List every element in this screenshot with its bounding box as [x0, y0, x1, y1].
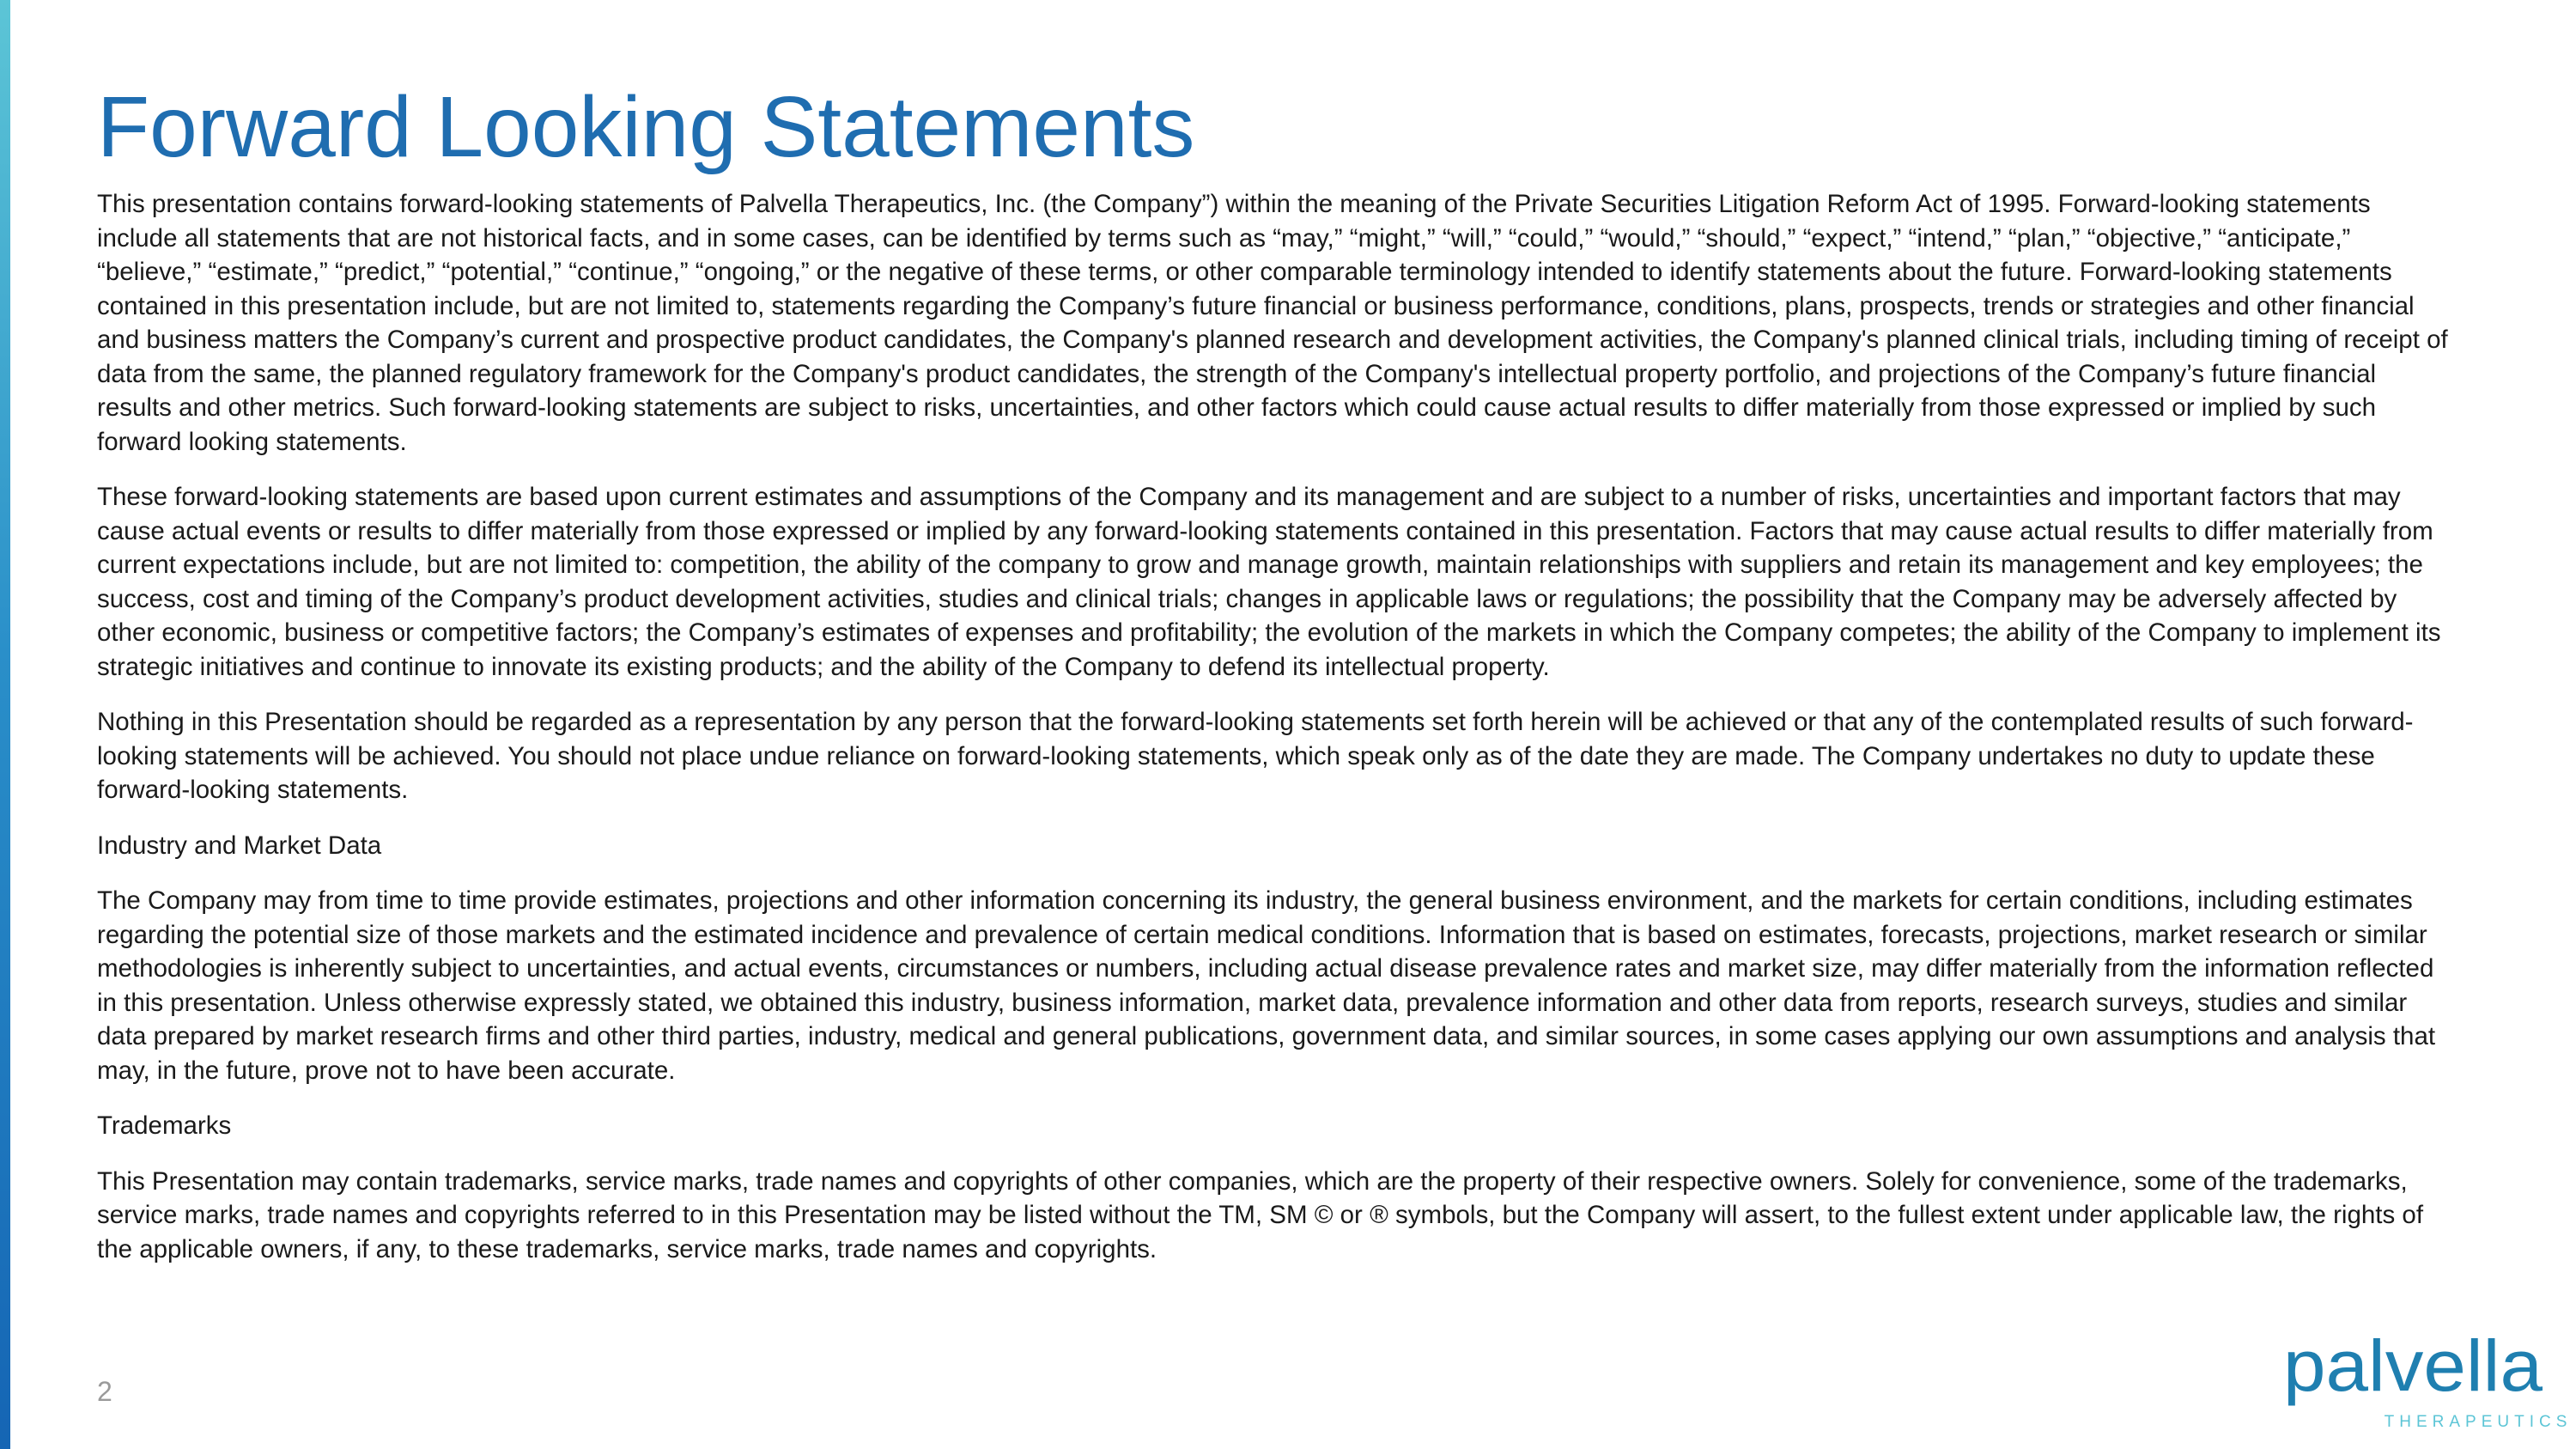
page-title: Forward Looking Statements	[97, 79, 1195, 175]
paragraph-no-representation: Nothing in this Presentation should be regarded as a representation by any person that the forward-looking statements set forth herein will be achieved or that any of the contemplated results of such forward-looking statements will be achieved. You should not place undue reliance on forward-looking statements, which speak only as of the date they are made. The Company undertakes no duty to update these forward-looking statements.	[97, 708, 2414, 804]
section-heading-industry-market-data: Industry and Market Data	[97, 831, 382, 860]
section-heading-trademarks: Trademarks	[97, 1111, 232, 1140]
logo-wordmark: palvella	[2283, 1325, 2543, 1406]
paragraph-trademarks: This Presentation may contain trademarks, service marks, trade names and copyrights of other companies, which are the property of their respective owners. Solely for convenience, some of the trademarks, service marks, trade names and copyrights referred to in this Presentation may be listed without the TM, SM © or ® symbols, but the Company will assert, to the fullest extent under applicable law, the rights of the applicable owners, if any, to these trademarks, service marks, trade names and copyrights.	[97, 1166, 2424, 1263]
paragraph-industry-market-data: The Company may from time to time provide estimates, projections and other information concerning its industry, the general business environment, and the markets for certain conditions, including estimates regarding the potential size of those markets and the estimated incidence and prevalence of certain medical conditions. Information that is based on estimates, forecasts, projections, market research or similar methodologies is inherently subject to uncertainties, and actual events, circumstances or numbers, including actual disease prevalence rates and market size, may differ materially from the information reflected in this presentation. Unless otherwise expressly stated, we obtained this industry, business information, market data, prevalence information and other data from reports, research surveys, studies and similar data prepared by market research firms and other third parties, industry, medical and general publications, government data, and similar sources, in some cases applying our own assumptions and analysis that may, in the future, prove not to have been accurate.	[97, 886, 2436, 1085]
page-number: 2	[97, 1376, 112, 1407]
logo-tagline: THERAPEUTICS	[2384, 1413, 2573, 1431]
palvella-logo	[2275, 1325, 2573, 1434]
body-content	[97, 187, 2450, 1288]
accent-bar	[0, 0, 10, 1449]
paragraph-forward-looking-risks: These forward-looking statements are based upon current estimates and assumptions of the Company and its management and are subject to a number of risks, uncertainties and important factors that may cause actual events or results to differ materially from those expressed or implied by any forward-looking statements contained in this presentation. Factors that may cause actual results to differ materially from current expectations include, but are not limited to: competition, the ability of the company to grow and manage growth, maintain relationships with suppliers and retain its management and key employees; the success, cost and timing of the Company’s product development activities, studies and clinical trials; changes in applicable laws or regulations; the possibility that the Company may be adversely affected by other economic, business or competitive factors; the Company’s estimates of expenses and profitability; the evolution of the markets in which the Company competes; the ability of the Company to implement its strategic initiatives and continue to innovate its existing products; and the ability of the Company to defend its intellectual property.	[97, 483, 2441, 681]
paragraph-forward-looking-intro: This presentation contains forward-looking statements of Palvella Therapeutics, Inc. (the Company”) within the meaning of the Private Securities Litigation Reform Act of 1995. Forward-looking statements include all statements that are not historical facts, and in some cases, can be identified by terms such as “may,” “might,” “will,” “could,” “would,” “should,” “expect,” “intend,” “plan,” “objective,” “anticipate,” “believe,” “estimate,” “predict,” “potential,” “continue,” “ongoing,” or the negative of these terms, or other comparable terminology intended to identify statements about the future. Forward-looking statements contained in this presentation include, but are not limited to, statements regarding the Company’s future financial or business performance, conditions, plans, prospects, trends or strategies and other financial and business matters the Company’s current and prospective product candidates, the Company's planned research and development activities, the Company's planned clinical trials, including timing of receipt of data from the same, the planned regulatory framework for the Company's product candidates, the strength of the Company's intellectual property portfolio, and projections of the Company’s future financial results and other metrics. Such forward-looking statements are subject to risks, uncertainties, and other factors which could cause actual results to differ materially from those expressed or implied by such forward looking statements.	[97, 190, 2448, 456]
